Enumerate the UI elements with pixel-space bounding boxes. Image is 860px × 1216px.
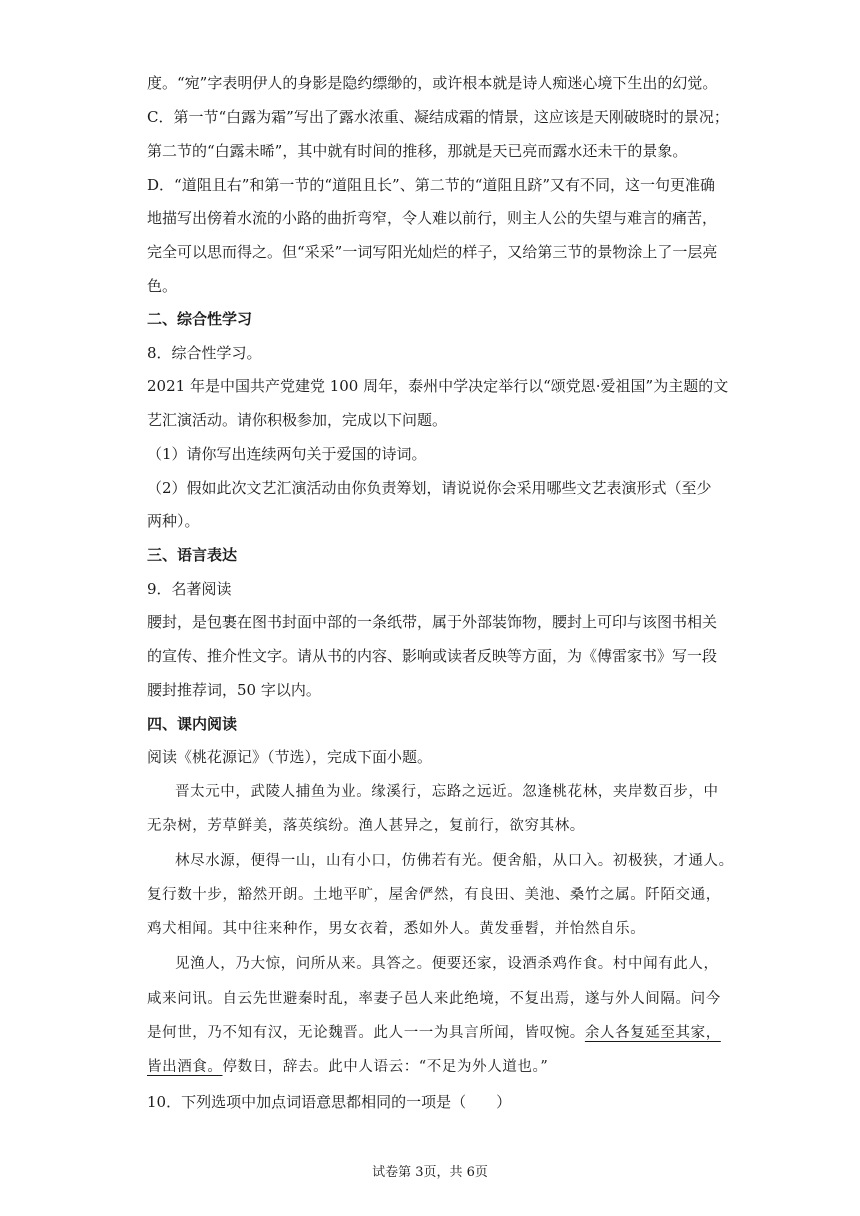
passage-paragraph-3-line-2: 咸来问讯。自云先世避秦时乱，率妻子邑人来此绝境，不复出焉，遂与外人间隔。问今 xyxy=(147,991,721,1007)
question-9-title: 9．名著阅读 xyxy=(147,580,232,598)
section-heading-in-class-reading: 四、课内阅读 xyxy=(147,715,238,733)
passage-paragraph-1-line-1: 晋太元中，武陵人捕鱼为业。缘溪行，忘路之远近。忽逢桃花林，夹岸数百步，中 xyxy=(175,784,719,800)
passage-paragraph-2-line-3: 鸡犬相闻。其中往来种作，男女衣着，悉如外人。黄发垂髫，并怡然自乐。 xyxy=(147,921,646,937)
passage-paragraph-3-line-1: 见渔人，乃大惊，问所从来。具答之。便要还家，设酒杀鸡作食。村中闻有此人， xyxy=(175,956,719,972)
underlined-sentence-part-1: 余人各复延至其家， xyxy=(584,1025,721,1041)
question-8-part-1: （1）请你写出连续两句关于爱国的诗词。 xyxy=(147,445,427,463)
reading-instruction: 阅读《桃花源记》（节选），完成下面小题。 xyxy=(147,748,433,766)
passage-text: 停数日，辞去。此中人语云：“不足为外人道也。” xyxy=(222,1059,549,1075)
question-10-stem: 10．下列选项中加点词语意思都相同的一项是（ ） xyxy=(147,1093,512,1111)
passage-paragraph-3-line-3 xyxy=(147,1022,721,1044)
passage-paragraph-2-line-2: 复行数十步，豁然开朗。土地平旷，屋舍俨然，有良田、美池、桑竹之属。阡陌交通， xyxy=(147,887,721,903)
option-b-continuation: 度。“宛”字表明伊人的身影是隐约缥缈的，或许根本就是诗人痴迷心境下生出的幻觉。 xyxy=(147,74,718,92)
question-9-text-line-2: 的宣传、推介性文字。请从书的内容、影响或读者反映等方面，为《傅雷家书》写一段 xyxy=(147,647,718,665)
question-9-text-line-3: 腰封推荐词，50 字以内。 xyxy=(147,681,321,699)
option-d-line-2: 地描写出傍着水流的小路的曲折弯窄，令人难以前行，则主人公的失望与难言的痛苦， xyxy=(147,209,718,227)
option-c: C．第一节“白露为霜”写出了露水浓重、凝结成霜的情景，这应该是天刚破晓时的景况； xyxy=(147,108,729,126)
option-d-line-4: 色。 xyxy=(147,277,178,295)
underlined-sentence-part-2: 皆出酒食。 xyxy=(147,1059,223,1075)
question-8-intro: 2021 年是中国共产党建党 100 周年，泰州中学决定举行以“颂党恩·爱祖国”为主题的文 xyxy=(147,377,729,395)
option-d-line-3: 完全可以思而得之。但“采采”一词写阳光灿烂的样子，又给第三节的景物涂上了一层亮 xyxy=(147,243,718,261)
question-8-intro-continued: 艺汇演活动。请你积极参加，完成以下问题。 xyxy=(147,411,448,429)
option-c-continuation: 第二节的“白露未晞”，其中就有时间的推移，那就是天已亮而露水还未干的景象。 xyxy=(147,142,688,160)
passage-text: 是何世，乃不知有汉，无论魏晋。此人一一为具言所闻，皆叹惋。 xyxy=(147,1025,585,1041)
question-8-part-2-continued: 两种）。 xyxy=(147,512,200,530)
question-8-title: 8．综合性学习。 xyxy=(147,344,262,362)
question-9-text: 腰封，是包裹在图书封面中部的一条纸带，属于外部装饰物，腰封上可印与该图书相关 xyxy=(147,613,718,631)
passage-paragraph-3-line-4 xyxy=(147,1056,548,1078)
section-heading-language-expression: 三、语言表达 xyxy=(147,546,238,564)
question-8-part-2: （2）假如此次文艺汇演活动由你负责筹划，请说说你会采用哪些文艺表演形式（至少 xyxy=(147,479,712,497)
page-footer: 试卷第 3页，共 6页 xyxy=(372,1165,488,1180)
passage-paragraph-2-line-1: 林尽水源，便得一山，山有小口，仿佛若有光。便舍船，从口入。初极狭，才通人。 xyxy=(175,853,734,869)
section-heading-comprehensive-study: 二、综合性学习 xyxy=(147,310,253,328)
option-d: D．“道阻且右”和第一节的“道阻且长”、第二节的“道阻且跻”又有不同，这一句更准确 xyxy=(147,176,716,194)
passage-paragraph-1-line-2: 无杂树，芳草鲜美，落英缤纷。渔人甚异之，复前行，欲穷其林。 xyxy=(147,818,585,834)
